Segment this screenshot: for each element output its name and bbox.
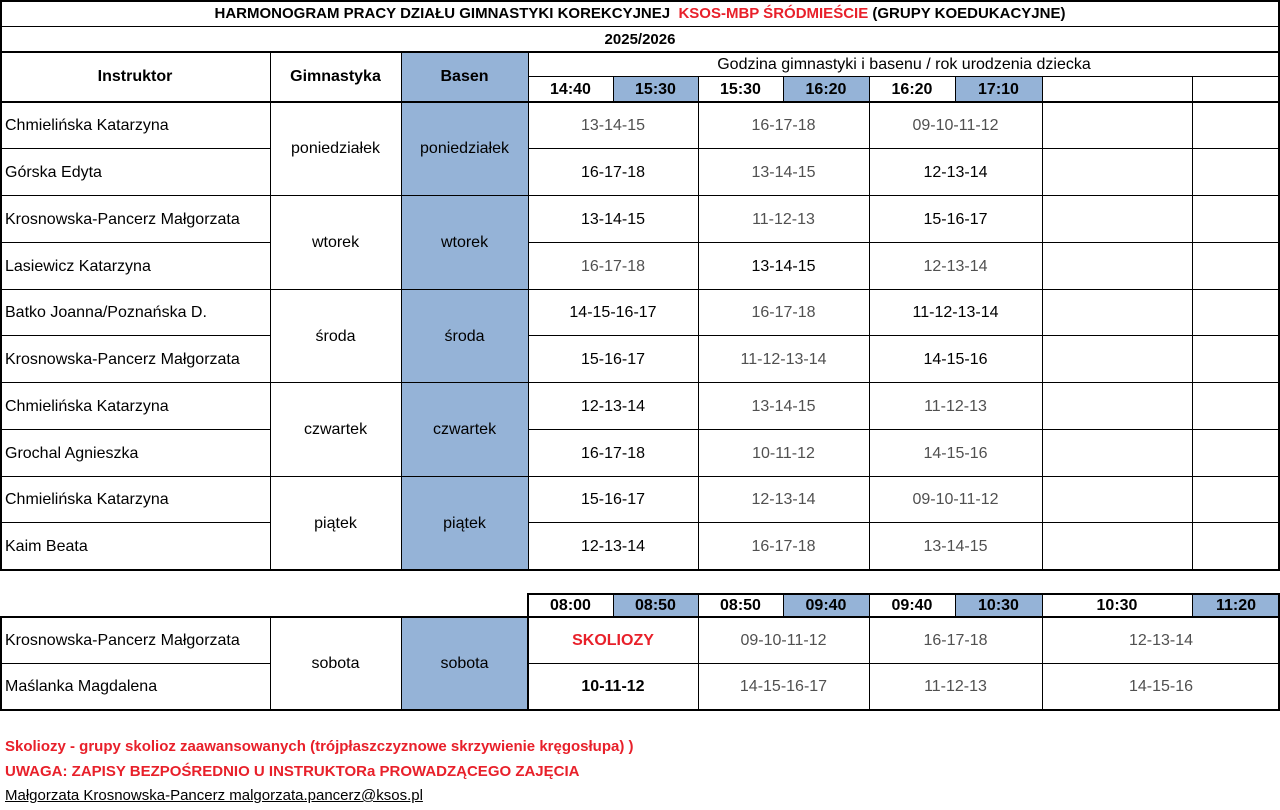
header-godzina: Godzina gimnastyki i basenu / rok urodzenia dziecka: [717, 55, 1091, 73]
grid-line: [955, 593, 956, 617]
age-group-cell: 12-13-14: [1128, 631, 1194, 649]
grid-line: [0, 476, 1280, 477]
age-group-cell: 12-13-14: [580, 397, 646, 415]
grid-line: [0, 289, 1280, 290]
sat-basen-day: sobota: [440, 654, 489, 672]
grid-line: [528, 429, 1280, 430]
age-group-cell: 11-12-13-14: [912, 304, 999, 321]
basen-day: środa: [444, 327, 485, 345]
grid-line: [0, 709, 1280, 711]
instructor-name: Chmielińska Katarzyna: [5, 397, 169, 415]
age-group-cell: 14-15-16: [923, 444, 988, 462]
school-year: 2025/2026: [604, 31, 676, 48]
grid-line: [698, 76, 699, 570]
sat-time-header: 11:20: [1192, 594, 1280, 617]
grid-line: [401, 51, 402, 570]
sat-time-header: 08:50: [613, 594, 698, 617]
grid-line: [0, 101, 1280, 103]
age-group-cell: 09-10-11-12: [912, 491, 999, 508]
age-group-cell: 13-14-15: [751, 163, 816, 181]
grid-line: [528, 335, 1280, 336]
age-group-cell: 10-11-12: [752, 444, 815, 462]
grid-line: [0, 663, 270, 664]
grid-line: [0, 0, 1280, 2]
footer-note-skoliozy: Skoliozy - grupy skolioz zaawansowanych (trójpłaszczyznowe skrzywienie kręgosłupa) ): [5, 738, 634, 755]
gimnastyka-day: wtorek: [311, 234, 360, 251]
grid-line: [0, 616, 2, 710]
age-group-cell: 11-12-13-14: [740, 350, 827, 368]
age-group-cell: 12-13-14: [923, 257, 988, 275]
grid-line: [0, 616, 1280, 618]
sat-gimnastyka-day: sobota: [311, 654, 360, 672]
time-header: 16:20: [891, 80, 933, 98]
time-header: 15:30: [720, 80, 761, 98]
grid-line: [401, 616, 402, 710]
grid-line: [528, 76, 1280, 77]
basen-day: czwartek: [432, 421, 497, 438]
age-group-cell: 11-12-13: [752, 210, 815, 228]
age-group-cell: 16-17-18: [580, 257, 646, 275]
instructor-name: Maślanka Magdalena: [5, 678, 158, 695]
title-part-3: (GRUPY KOEDUKACYJNE): [872, 5, 1066, 22]
grid-line: [1042, 76, 1043, 570]
age-group-cell: 16-17-18: [580, 444, 646, 462]
instructor-name: Krosnowska-Pancerz Małgorzata: [5, 631, 240, 649]
age-group-cell: 16-17-18: [751, 537, 816, 555]
footer-contact: Małgorzata Krosnowska-Pancerz malgorzata.pancerz@ksos.pl: [5, 787, 423, 804]
grid-line: [1042, 593, 1043, 710]
gimnastyka-day: czwartek: [303, 421, 368, 438]
grid-line: [0, 335, 270, 336]
header-instruktor: Instruktor: [97, 68, 173, 85]
age-group-cell: 13-14-15: [751, 397, 816, 415]
age-group-cell: 16-17-18: [751, 116, 816, 134]
grid-line: [0, 148, 270, 149]
sat-time-header: 08:50: [720, 596, 761, 614]
grid-line: [783, 76, 784, 102]
grid-line: [0, 429, 270, 430]
age-group-cell: 16-17-18: [580, 163, 646, 181]
age-group-cell: 14-15-16: [1128, 678, 1194, 695]
gimnastyka-day: środa: [315, 327, 356, 345]
sat-time-header: 08:00: [550, 596, 591, 614]
grid-line: [0, 382, 1280, 383]
grid-line: [528, 663, 1280, 664]
grid-line: [0, 26, 1280, 27]
age-group-cell: 09-10-11-12: [740, 631, 827, 649]
age-group-cell: 14-15-16-17: [739, 678, 828, 695]
basen-day: wtorek: [440, 234, 489, 251]
grid-line: [955, 76, 956, 102]
title-part-2: KSOS-MBP ŚRÓDMIEŚCIE: [678, 5, 869, 22]
basen-day: piątek: [443, 514, 486, 532]
header-gimnastyka: Gimnastyka: [290, 68, 381, 85]
time-header: 17:10: [955, 77, 1042, 102]
grid-line: [613, 593, 614, 617]
instructor-name: Kaim Beata: [5, 537, 88, 555]
grid-line: [869, 593, 870, 710]
age-group-cell: 13-14-15: [580, 210, 646, 228]
grid-line: [1192, 76, 1193, 570]
grid-line: [0, 242, 270, 243]
age-group-cell: SKOLIOZY: [572, 631, 654, 649]
age-group-cell: 16-17-18: [923, 631, 988, 649]
age-group-cell: 16-17-18: [751, 304, 816, 321]
age-group-cell: 14-15-16-17: [569, 304, 657, 321]
grid-line: [270, 616, 271, 710]
time-header: 15:30: [613, 77, 698, 102]
grid-line: [528, 242, 1280, 243]
instructor-name: Chmielińska Katarzyna: [5, 491, 169, 508]
sat-time-header: 10:30: [955, 594, 1042, 617]
grid-line: [528, 148, 1280, 149]
grid-line: [783, 593, 784, 617]
instructor-name: Grochal Agnieszka: [5, 444, 139, 462]
age-group-cell: 09-10-11-12: [912, 116, 999, 134]
instructor-name: Chmielińska Katarzyna: [5, 116, 169, 134]
age-group-cell: 13-14-15: [923, 537, 988, 555]
instructor-name: Lasiewicz Katarzyna: [5, 257, 151, 275]
header-basen: Basen: [401, 52, 528, 102]
grid-line: [527, 593, 529, 710]
title-part-1: HARMONOGRAM PRACY DZIAŁU GIMNASTYKI KOREKCYJNEJ: [214, 5, 671, 22]
time-header: 16:20: [783, 77, 869, 102]
basen-day: poniedziałek: [420, 140, 509, 157]
sat-time-header: 09:40: [891, 596, 933, 614]
age-group-cell: 15-16-17: [580, 350, 646, 368]
page-title: [0, 0, 1280, 27]
grid-line: [270, 51, 271, 570]
footer-note-uwaga: UWAGA: ZAPISY BEZPOŚREDNIO U INSTRUKTORa PROWADZĄCEGO ZAJĘCIA: [5, 763, 580, 780]
grid-line: [0, 522, 270, 523]
age-group-cell: 13-14-15: [751, 257, 816, 275]
grid-line: [1192, 593, 1193, 617]
age-group-cell: 15-16-17: [923, 210, 988, 228]
grid-line: [613, 76, 614, 102]
sat-time-header: 10:30: [1096, 596, 1138, 614]
grid-line: [528, 593, 1280, 595]
sat-time-header: 09:40: [783, 594, 869, 617]
age-group-cell: 12-13-14: [751, 491, 816, 508]
instructor-name: Krosnowska-Pancerz Małgorzata: [5, 350, 240, 368]
instructor-name: Górska Edyta: [5, 163, 102, 181]
time-header: 14:40: [550, 80, 591, 98]
gimnastyka-day: piątek: [314, 514, 357, 532]
grid-line: [528, 522, 1280, 523]
age-group-cell: 13-14-15: [580, 116, 646, 134]
grid-line: [0, 195, 1280, 196]
grid-line: [0, 569, 1280, 571]
instructor-name: Batko Joanna/Poznańska D.: [5, 304, 207, 321]
age-group-cell: 12-13-14: [923, 163, 988, 181]
grid-line: [0, 0, 2, 571]
grid-line: [869, 76, 870, 570]
instructor-name: Krosnowska-Pancerz Małgorzata: [5, 210, 240, 228]
gimnastyka-day: poniedziałek: [291, 140, 380, 157]
age-group-cell: 12-13-14: [580, 537, 646, 555]
age-group-cell: 11-12-13: [924, 678, 987, 695]
age-group-cell: 11-12-13: [924, 397, 987, 415]
age-group-cell: 10-11-12: [581, 678, 645, 695]
age-group-cell: 14-15-16: [923, 350, 988, 368]
grid-line: [528, 51, 529, 570]
age-group-cell: 15-16-17: [580, 491, 646, 508]
grid-line: [0, 51, 1280, 53]
grid-line: [698, 593, 699, 710]
